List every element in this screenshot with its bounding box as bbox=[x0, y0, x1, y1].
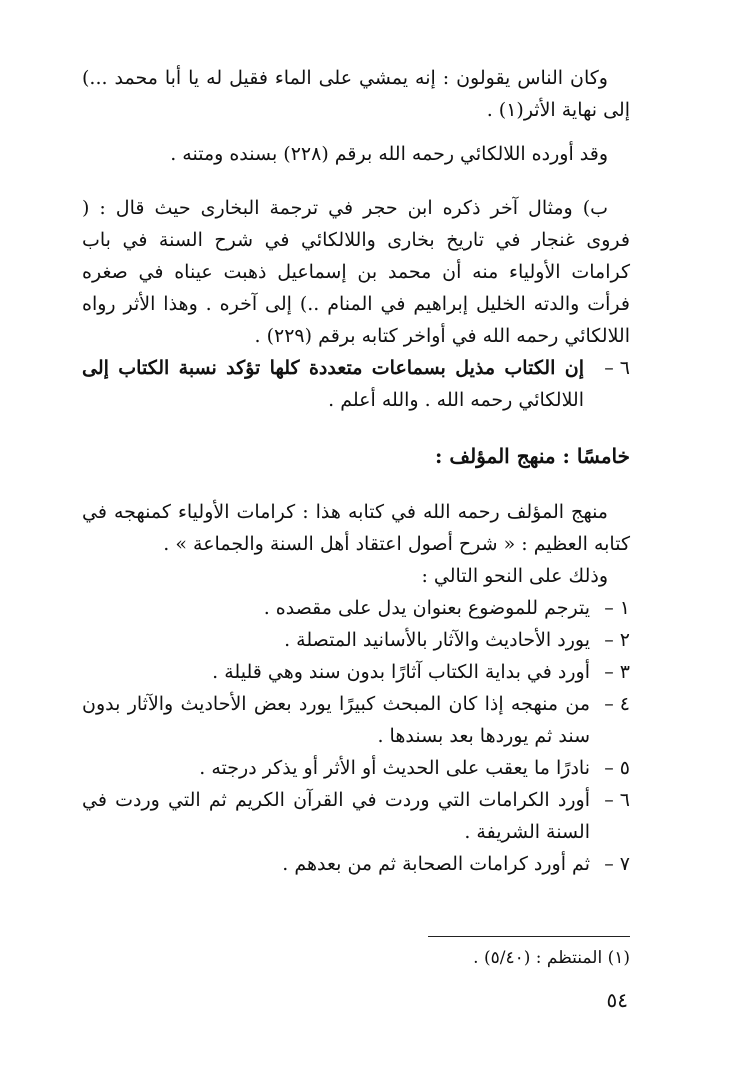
point-6-book-attribution bbox=[82, 352, 630, 416]
paragraph-author-method-intro: منهج المؤلف رحمه الله في كتابه هذا : كرامات الأولياء كمنهجه في كتابه العظيم : « شرح أصول اعتقاد أهل السنة والجماعة » . bbox=[82, 501, 630, 555]
list-item-text: ثم أورد كرامات الصحابة ثم من بعدهم . bbox=[282, 853, 590, 875]
list-item-number: ٣ – bbox=[604, 661, 630, 683]
list-item-number: ١ – bbox=[604, 597, 630, 619]
list-item-number: ٥ – bbox=[604, 757, 630, 779]
point-number: ٦ – bbox=[604, 357, 630, 379]
list-item-text: أورد الكرامات التي وردت في القرآن الكريم ثم التي وردت في السنة الشريفة . bbox=[82, 789, 590, 843]
paragraph-as-follows: وذلك على النحو التالي : bbox=[421, 565, 608, 587]
list-item-number: ٤ – bbox=[604, 693, 630, 715]
list-item-text: من منهجه إذا كان المبحث كبيرًا يورد بعض الأحاديث والآثار بدون سند ثم يوردها بعد بسندها . bbox=[82, 693, 590, 747]
list-item bbox=[82, 656, 630, 688]
list-item bbox=[82, 688, 630, 752]
list-item-number: ٧ – bbox=[604, 853, 630, 875]
list-item bbox=[82, 624, 630, 656]
paragraph-example-ibn-hajar: ب) ومثال آخر ذكره ابن حجر في ترجمة البخارى حيث قال : ( فروى غنجار في تاريخ بخارى واللالكائي في شرح السنة في باب كرامات الأولياء منه أن محمد بن إسماعيل ذهبت عيناه في صغره فرأت والدته الخليل إبراهيم في المنام ..) إلى آخره . وهذا الأثر رواه اللالكائي رحمه الله في أواخر كتابه برقم (٢٢٩) . bbox=[82, 197, 630, 347]
method-list bbox=[82, 592, 630, 880]
section-heading-author-method: خامسًا : منهج المؤلف : bbox=[435, 444, 630, 468]
list-item-text: يترجم للموضوع بعنوان يدل على مقصده . bbox=[263, 597, 590, 619]
paragraph-lalakai-reference-228: وقد أورده اللالكائي رحمه الله برقم (٢٢٨) بسنده ومتنه . bbox=[170, 143, 608, 165]
point-6-bold-text: إن الكتاب مذيل بسماعات متعددة كلها تؤكد نسبة الكتاب إلى bbox=[82, 357, 584, 379]
point-6-text: اللالكائي رحمه الله . والله أعلم . bbox=[328, 389, 584, 411]
list-item-text: يورد الأحاديث والآثار بالأسانيد المتصلة . bbox=[284, 629, 590, 651]
list-item-text: أورد في بداية الكتاب آثارًا بدون سند وهي قليلة . bbox=[212, 661, 590, 683]
footnote-separator bbox=[428, 936, 630, 937]
list-item-text: نادرًا ما يعقب على الحديث أو الأثر أو يذكر درجته . bbox=[199, 757, 590, 779]
list-item bbox=[82, 752, 630, 784]
list-item-number: ٢ – bbox=[604, 629, 630, 651]
footnote: (١) المنتظم : (٥/٤٠) . bbox=[473, 948, 630, 968]
list-item-number: ٦ – bbox=[604, 789, 630, 811]
page-body bbox=[82, 62, 630, 880]
list-item bbox=[82, 784, 630, 848]
list-item bbox=[82, 592, 630, 624]
paragraph-quote-walking-on-water: وكان الناس يقولون : إنه يمشي على الماء فقيل له يا أبا محمد ...) إلى نهاية الأثر(١) . bbox=[82, 67, 630, 121]
page-number: ٥٤ bbox=[606, 988, 628, 1012]
list-item bbox=[82, 848, 630, 880]
